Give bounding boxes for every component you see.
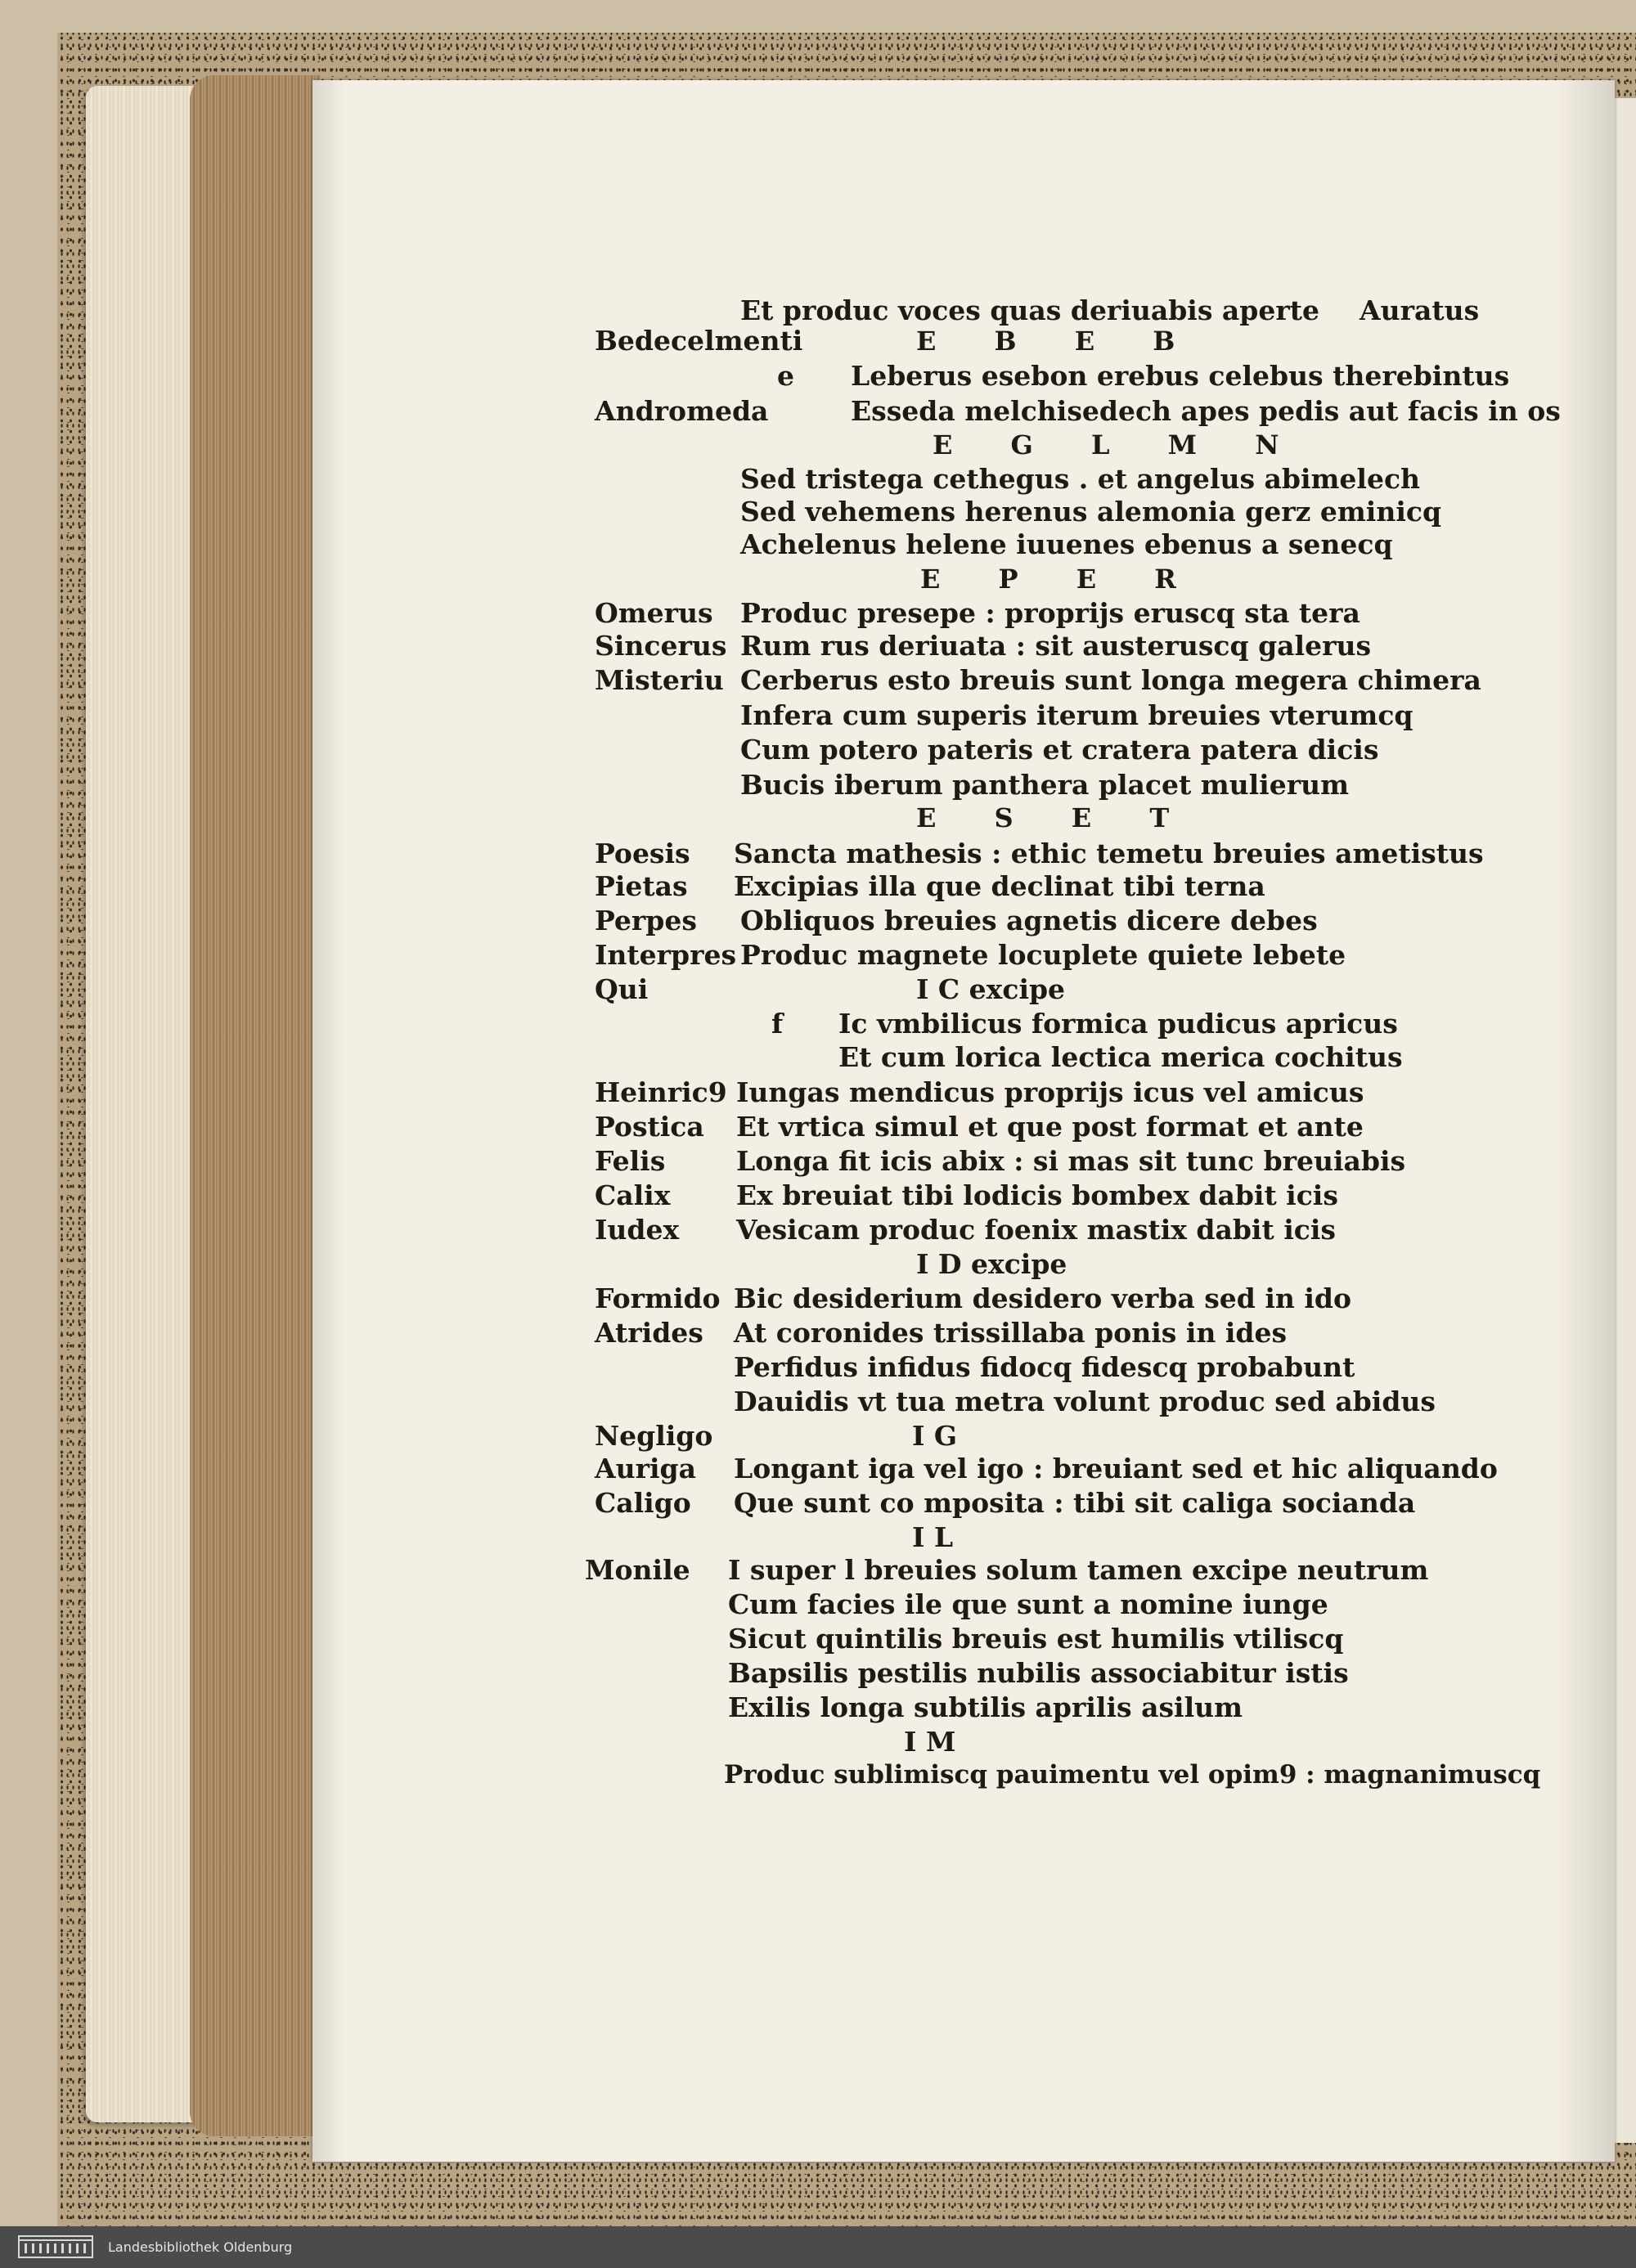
line-body: Sed vehemens herenus alemonia gerz eminicq [740,496,1442,528]
margin-word: f [771,1008,784,1040]
margin-word: Bedecelmenti [595,325,803,357]
margin-word: Sincerus [595,630,727,662]
margin-word: Iudex [595,1214,680,1246]
line-body: Vesicam produc foenix mastix dabit icis [736,1214,1336,1246]
section-heading: E P E R [920,564,1201,595]
line-body: Rum rus deriuata : sit austeruscq galerus [740,630,1372,662]
line-body: Sicut quintilis breuis est humilis vtiliscq [728,1623,1344,1655]
section-heading: I L [912,1521,954,1553]
margin-word: Pietas [595,870,688,902]
section-heading: I C excipe [916,973,1066,1005]
library-footer-bar [0,2226,1636,2268]
section-heading: E G L M N [933,429,1304,460]
line-body: Longa fit icis abix : si mas sit tunc breuiabis [736,1145,1406,1177]
line-body: I super l breuies solum tamen excipe neutrum [728,1554,1429,1586]
line-body: Iungas mendicus proprijs icus vel amicus [736,1076,1364,1108]
line-body: Ex breuiat tibi lodicis bombex dabit icis [736,1179,1338,1211]
margin-word: Monile [585,1554,690,1586]
section-heading: I D excipe [916,1248,1067,1280]
section-heading: I G [912,1420,958,1452]
margin-word: Misteriu [595,664,724,696]
margin-word: Calix [595,1179,671,1211]
line-body: Exilis longa subtilis aprilis asilum [728,1691,1243,1723]
margin-word: Postica [595,1111,704,1143]
line-body: Perfidus infidus fidocq fidescq probabunt [734,1351,1355,1383]
library-name: Landesbibliothek Oldenburg [108,2239,293,2255]
section-heading: E S E T [916,802,1194,833]
section-heading: I M [904,1726,956,1758]
library-building-icon [18,2235,93,2258]
line-body: Produc magnete locuplete quiete lebete [740,939,1346,971]
margin-word: Felis [595,1145,666,1177]
margin-word: Auriga [595,1453,696,1484]
line-body: Longant iga vel igo : breuiant sed et hic aliquando [734,1453,1498,1484]
margin-word: Caligo [595,1487,691,1519]
margin-word: Andromeda [595,395,769,427]
section-heading: E B E B [916,326,1200,357]
line-body: Esseda melchisedech apes pedis aut facis in os [851,395,1561,427]
line-body: Achelenus helene iuuenes ebenus a senecq [740,528,1393,560]
line-body: Sancta mathesis : ethic temetu breuies ametistus [734,838,1484,869]
line-body: Cum facies ile que sunt a nomine iunge [728,1588,1328,1620]
margin-word: Omerus [595,597,713,629]
line-body: Leberus esebon erebus celebus therebintus [851,360,1510,392]
line-body: Obliquos breuies agnetis dicere debes [740,905,1318,936]
margin-word: Interpres [595,939,737,971]
margin-word: Perpes [595,905,697,936]
margin-word: Poesis [595,838,690,869]
catchword: Auratus [1360,294,1480,326]
line-body: Sed tristega cethegus . et angelus abimelech [740,463,1421,495]
line-body: Produc presepe : proprijs eruscq sta tera [740,597,1360,629]
line-body: Et produc voces quas deriuabis aperte [740,294,1319,326]
line-body: Cerberus esto breuis sunt longa megera chimera [740,664,1481,696]
margin-word: Heinric9 [595,1076,727,1108]
margin-word: Negligo [595,1420,713,1452]
line-body: Et vrtica simul et que post format et ante [736,1111,1364,1143]
line-body: Infera cum superis iterum breuies vterumcq [740,699,1414,731]
margin-word: e [777,360,794,392]
line-body: Bapsilis pestilis nubilis associabitur istis [728,1657,1349,1689]
margin-word: Atrides [595,1317,703,1349]
line-body: Cum potero pateris et cratera patera dicis [740,734,1379,766]
line-body: Excipias illa que declinat tibi terna [734,870,1265,902]
line-body: Bic desiderium desidero verba sed in ido [734,1282,1352,1314]
line-body: At coronides trissillaba ponis in ides [734,1317,1288,1349]
line-body: Que sunt co mposita : tibi sit caliga socianda [734,1487,1416,1519]
line-body: Ic vmbilicus formica pudicus apricus [838,1008,1398,1040]
line-body: Bucis iberum panthera placet mulierum [740,769,1349,801]
line-body: Produc sublimiscq pauimentu vel opim9 : magnanimuscq [724,1760,1541,1790]
line-body: Dauidis vt tua metra volunt produc sed abidus [734,1386,1436,1417]
margin-word: Qui [595,973,649,1005]
line-body: Et cum lorica lectica merica cochitus [838,1041,1403,1073]
margin-word: Formido [595,1282,721,1314]
